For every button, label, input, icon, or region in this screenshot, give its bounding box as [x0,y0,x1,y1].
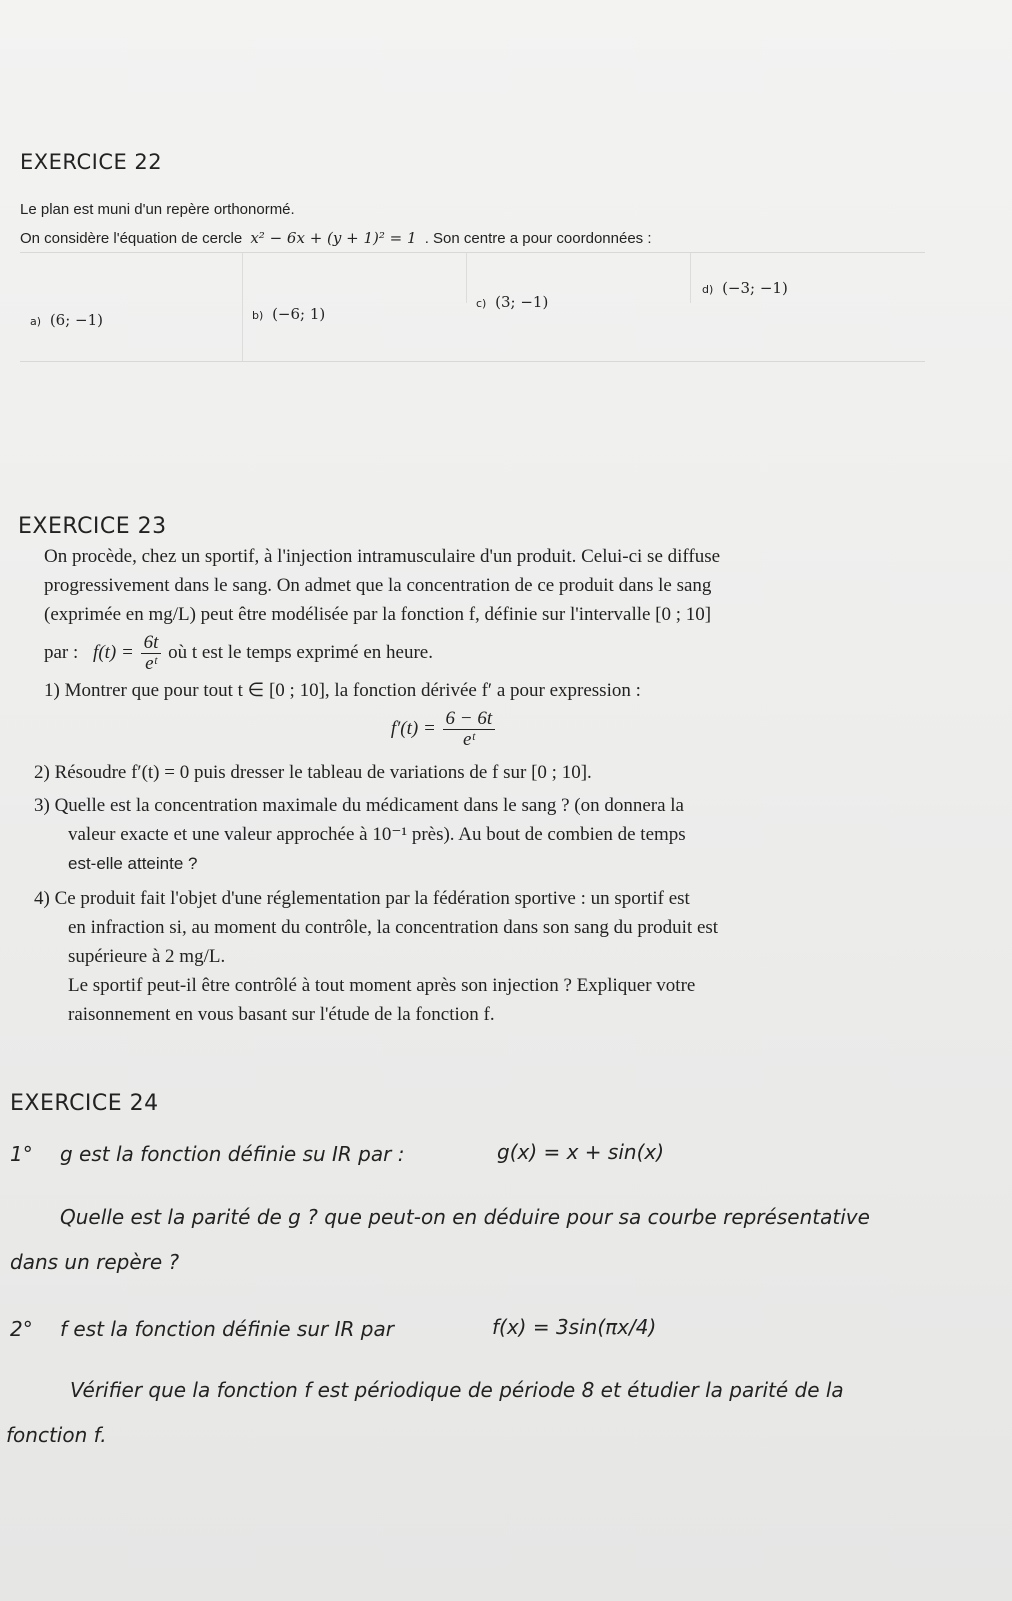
text-line-2: progressivement dans le sang. On admet que la concentration de ce produit dans le sang [44,575,712,596]
part-1-number: 1° [10,1142,33,1166]
qcm-options-table [20,252,925,362]
option-b[interactable]: b) (−6; 1) [252,305,326,323]
question-3-line-3: est-elle atteinte ? [68,854,198,873]
derivative-formula: f′(t) = $\frac{6 - 6t}{\text{eᵗ}}$ [0,709,924,750]
part-1-question-line-1: Quelle est la parité de g ? que peut-on en déduire pour sa courbe représentative [60,1205,870,1229]
part-2-question-line-2: fonction f. [6,1423,107,1447]
part-2-text: f est la fonction définie sur IR par [60,1317,394,1341]
question-4-line-3: supérieure à 2 mg/L. [68,946,226,967]
option-d[interactable]: d) (−3; −1) [702,279,788,297]
part-1-formula: g(x) = x + sin(x) [497,1140,665,1164]
exercise-23-body [34,542,924,1029]
question-4-line-2: en infraction si, au moment du contrôle, la concentration dans son sang du produit est [68,917,719,938]
question-prefix: On considère l'équation de cercle [20,230,243,247]
question-4-line-1: 4) Ce produit fait l'objet d'une réglementation par la fédération sportive : un sportif est [34,888,690,909]
question-3-line-1: 3) Quelle est la concentration maximale du médicament dans le sang ? (on donnera la [34,795,684,816]
question-1: 1) Montrer que pour tout t ∈ [0 ; 10], la fonction dérivée f′ a pour expression : [44,680,641,701]
exercise-24-title: EXERCICE 24 [10,1091,159,1116]
text-line-3: (exprimée en mg/L) peut être modélisée par la fonction f, définie sur l'intervalle [0 ; 10] [44,604,712,625]
part-1-question-line-2: dans un repère ? [10,1250,180,1274]
part-1-text: g est la fonction définie su IR par : [60,1142,405,1166]
part-2-number: 2° [10,1317,33,1341]
f-fraction: $\frac{6t}{\text{eᵗ}}$ [141,633,162,674]
exercise-22-title: EXERCICE 22 [20,150,163,174]
exercise-22-question [20,229,652,247]
question-4-line-5: raisonnement en vous basant sur l'étude de la fonction f. [68,1004,495,1025]
function-definition: par : f(t) = $\frac{6t}{\text{eᵗ}}$ où t est le temps exprimé en heure. [44,632,433,674]
exercise-22-intro: Le plan est muni d'un repère orthonormé. [20,201,295,218]
option-c[interactable]: c) (3; −1) [476,293,549,311]
part-2-formula: f(x) = 3sin(πx/4) [492,1315,657,1339]
question-4-line-4: Le sportif peut-il être contrôlé à tout moment après son injection ? Expliquer votre [68,975,696,996]
option-a[interactable]: a) (6; −1) [30,311,104,329]
question-3-line-2: valeur exacte et une valeur approchée à 10⁻¹ près). Au bout de combien de temps [68,824,686,845]
part-2-question-line-1: Vérifier que la fonction f est périodique de période 8 et étudier la parité de la [70,1378,844,1402]
text-line-1: On procède, chez un sportif, à l'injection intramusculaire d'un produit. Celui-ci se diffuse [44,546,721,567]
exercise-23-title: EXERCICE 23 [18,514,167,539]
question-2: 2) Résoudre f′(t) = 0 puis dresser le tableau de variations de f sur [0 ; 10]. [34,762,592,783]
derivative-fraction: $\frac{6 - 6t}{\text{eᵗ}}$ [443,709,496,750]
circle-equation: x² − 6x + (y + 1)² = 1 [250,229,417,247]
question-suffix: . Son centre a pour coordonnées : [424,230,652,247]
